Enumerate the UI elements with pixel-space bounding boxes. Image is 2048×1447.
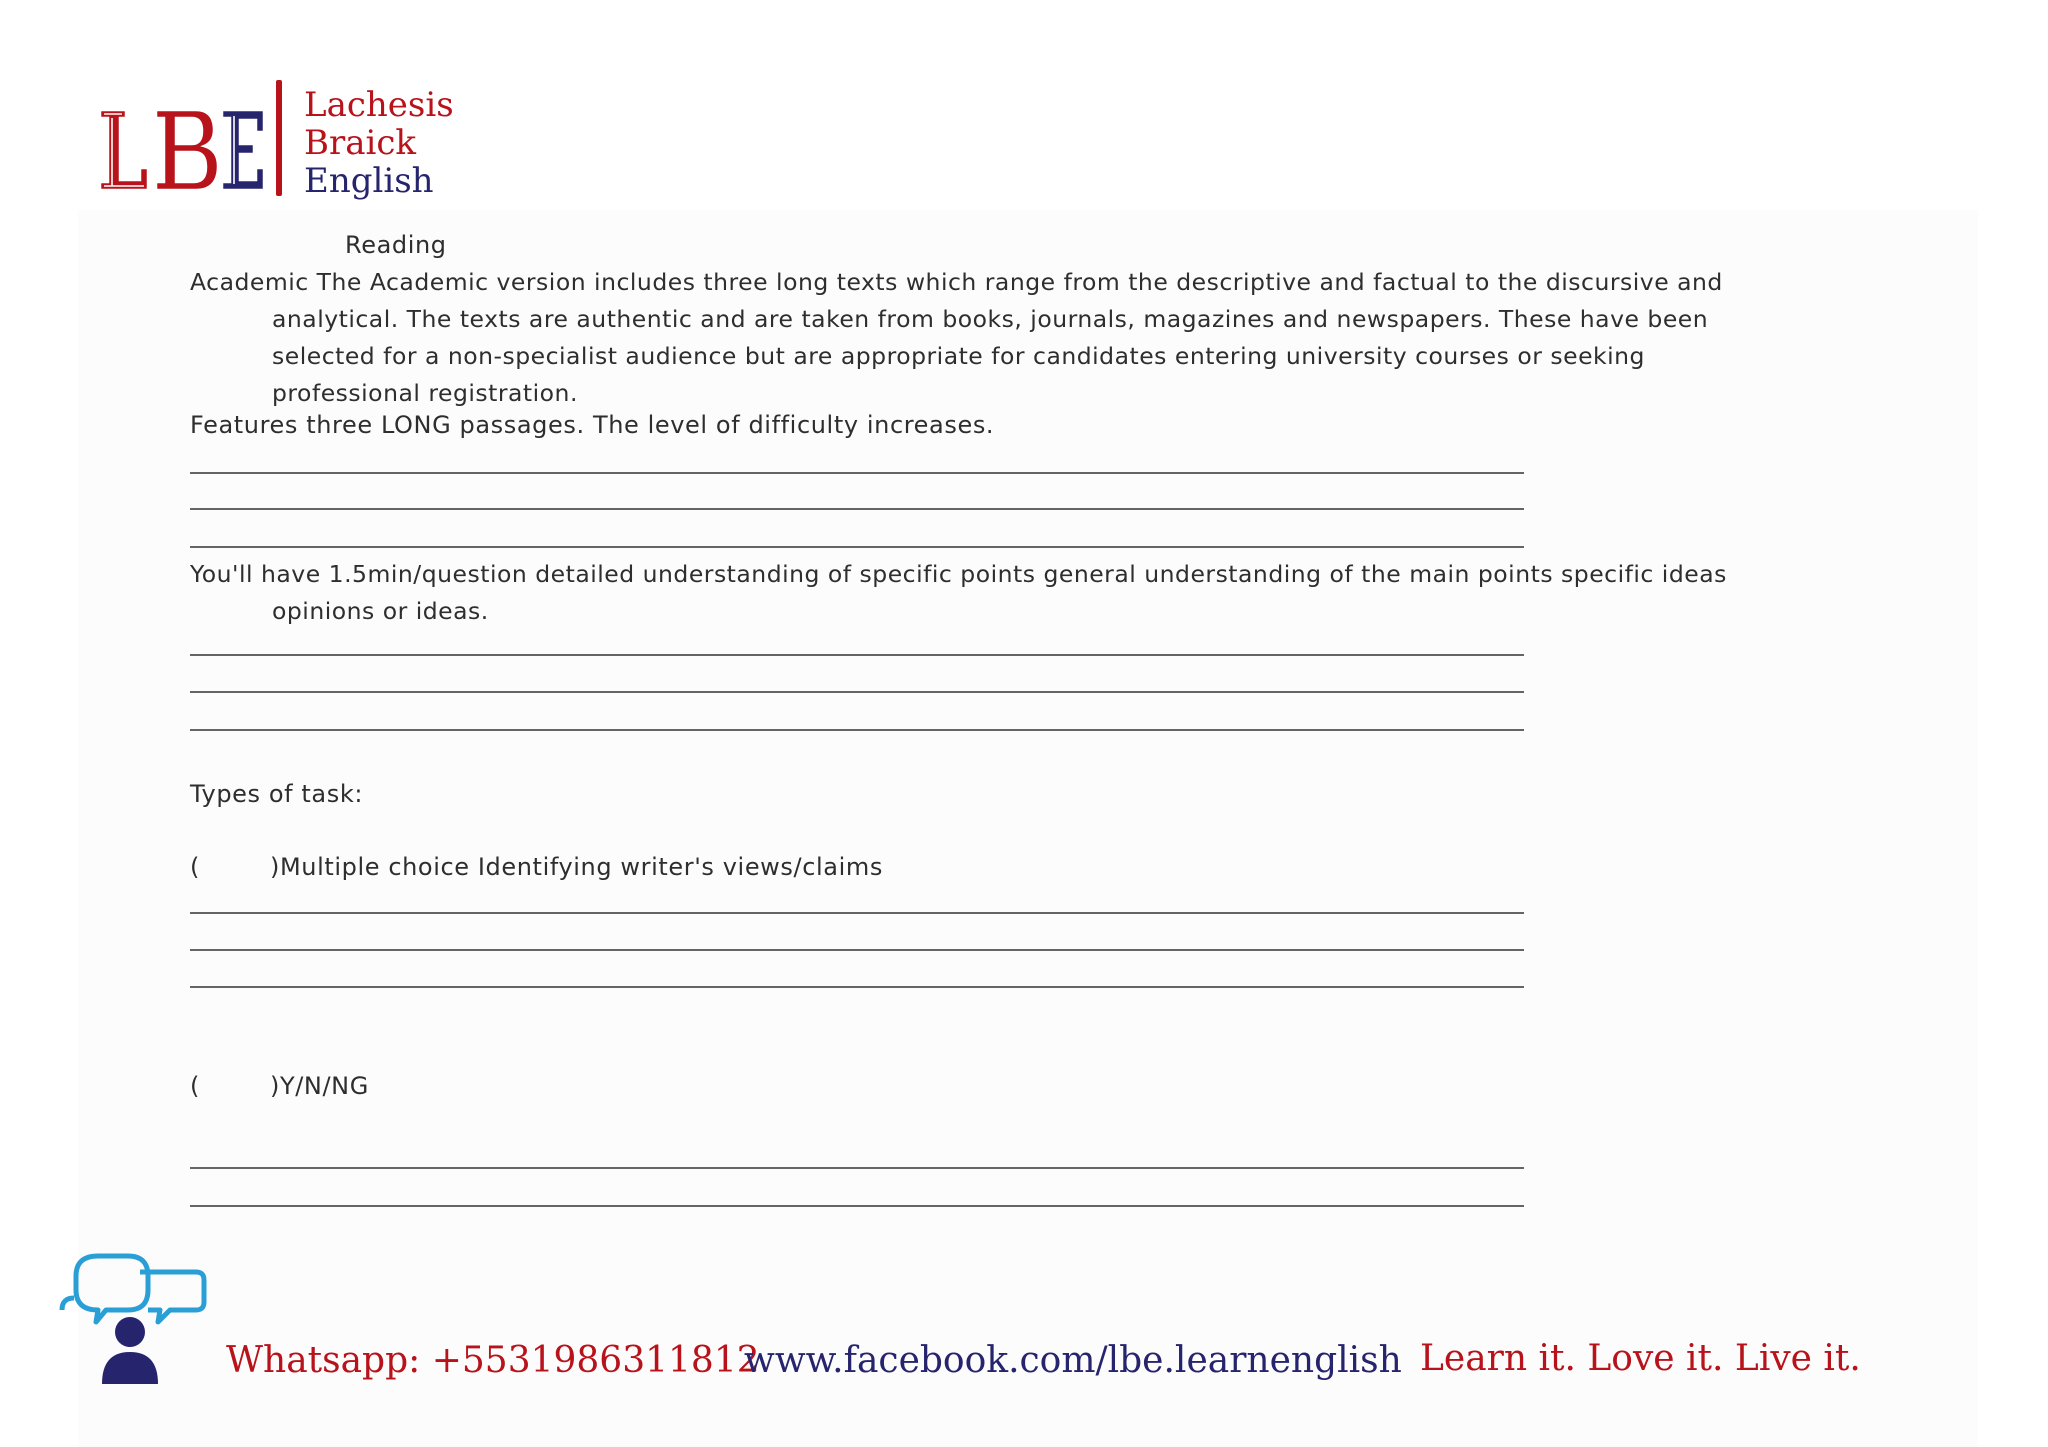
logo-divider (276, 80, 282, 196)
task-label: )Y/N/NG (270, 1072, 369, 1100)
logo-wordmark (304, 86, 454, 200)
footer-facebook-link[interactable]: www.facebook.com/lbe.learnenglish (744, 1340, 1402, 1381)
answer-line[interactable] (190, 546, 1524, 548)
answer-line[interactable] (190, 949, 1524, 951)
answer-line[interactable] (190, 1205, 1524, 1207)
footer-motto: Learn it. Love it. Live it. (1420, 1338, 1861, 1379)
logo-word-english: English (304, 161, 434, 201)
chat-bubbles-person-icon (58, 1248, 208, 1388)
features-text: Features three LONG passages. The level of difficulty increases. (190, 411, 995, 439)
answer-line[interactable] (190, 691, 1524, 693)
logo-word-lachesis: Lachesis (304, 85, 454, 125)
answer-line[interactable] (190, 654, 1524, 656)
answer-line[interactable] (190, 729, 1524, 731)
page-title: Reading (345, 231, 447, 259)
lbe-letters-logo-icon (96, 102, 266, 197)
answer-line[interactable] (190, 986, 1524, 988)
footer-whatsapp[interactable]: Whatsapp: +5531986311812 (226, 1340, 760, 1381)
answer-line[interactable] (190, 912, 1524, 914)
answer-line[interactable] (190, 1167, 1524, 1169)
logo-word-braick: Braick (304, 123, 417, 163)
task-checkbox[interactable]: ( (190, 853, 200, 881)
types-of-task-label: Types of task: (190, 780, 364, 808)
task-multiple-choice (190, 853, 883, 881)
task-ynng (190, 1072, 369, 1100)
task-checkbox[interactable]: ( (190, 1072, 200, 1100)
answer-line[interactable] (190, 472, 1524, 474)
intro-paragraph: Academic The Academic version includes three long texts which range from the descriptive and factual to the discursive and analytical. The texts are authentic and are taken from books, journals, magazines and newspapers. These have been selected for a non-specialist audience but are appropriate for candidates entering university courses or seeking professional registration. (190, 268, 1723, 407)
answer-line[interactable] (190, 508, 1524, 510)
timing-paragraph: You'll have 1.5min/question detailed understanding of specific points general understanding of the main points specific ideas opinions or ideas. (190, 560, 1727, 625)
task-label: )Multiple choice Identifying writer's views/claims (270, 853, 883, 881)
